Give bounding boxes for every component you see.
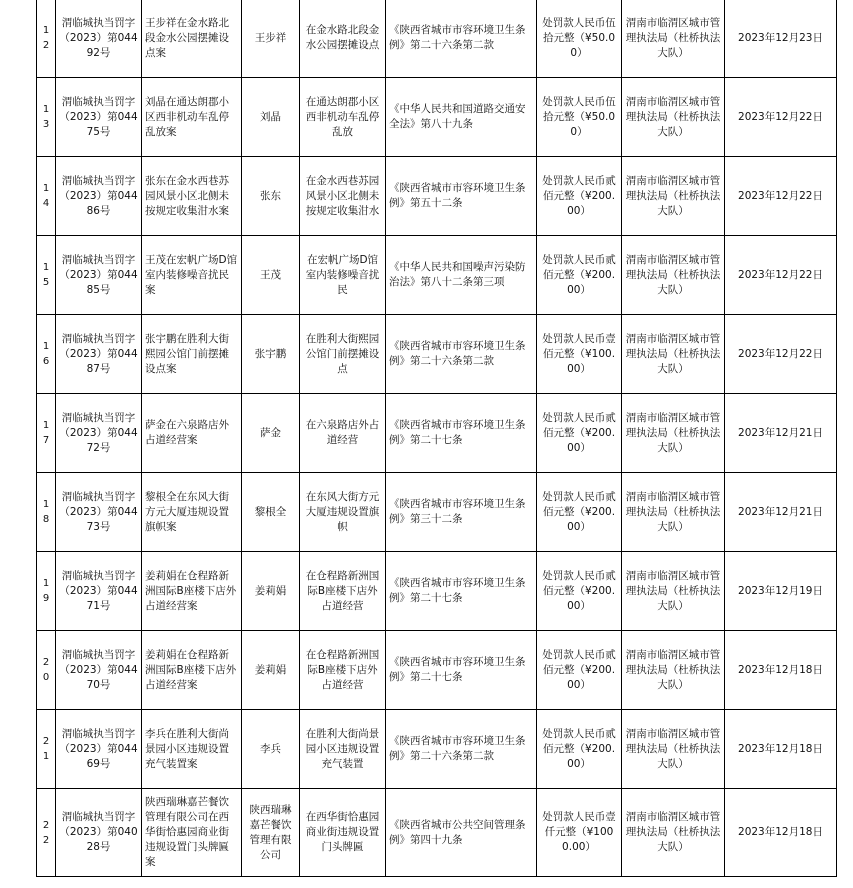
cell-violation-fact: 在东风大街方元大厦违规设置旗帜 [300,473,386,552]
cell-row-number: 20 [37,631,56,710]
cell-violation-fact: 在六泉路店外占道经营 [300,394,386,473]
table-row [37,0,837,78]
cell-row-number: 13 [37,78,56,157]
cell-document-number: 渭临城执当罚字（2023）第04469号 [56,710,142,789]
cell-party-name: 王茂 [242,236,300,315]
cell-case-name: 王步祥在金水路北段金水公园摆摊设点案 [142,0,242,78]
cell-penalty: 处罚款人民币贰佰元整（¥200.00） [537,473,622,552]
cell-legal-basis: 《陕西省城市市容环境卫生条例》第二十七条 [386,631,537,710]
cell-legal-basis: 《陕西省城市市容环境卫生条例》第二十六条第二款 [386,0,537,78]
cell-decision-date: 2023年12月22日 [725,315,837,394]
cell-agency: 渭南市临渭区城市管理执法局（杜桥执法大队） [622,157,725,236]
cell-party-name: 李兵 [242,710,300,789]
cell-penalty: 处罚款人民币贰佰元整（¥200.00） [537,552,622,631]
cell-row-number: 15 [37,236,56,315]
cell-agency: 渭南市临渭区城市管理执法局（杜桥执法大队） [622,473,725,552]
cell-decision-date: 2023年12月22日 [725,78,837,157]
cell-party-name: 王步祥 [242,0,300,78]
cell-document-number: 渭临城执当罚字（2023）第04470号 [56,631,142,710]
cell-party-name: 姜莉娟 [242,552,300,631]
table-row [37,631,837,710]
cell-legal-basis: 《中华人民共和国噪声污染防治法》第八十二条第三项 [386,236,537,315]
cell-party-name: 萨金 [242,394,300,473]
cell-case-name: 李兵在胜利大街尚景园小区违规设置充气装置案 [142,710,242,789]
cell-case-name: 陕西瑞琳嘉芒餐饮管理有限公司在西华街恰惠园商业街违规设置门头牌匾案 [142,789,242,877]
cell-document-number: 渭临城执当罚字（2023）第04486号 [56,157,142,236]
table-row [37,315,837,394]
cell-legal-basis: 《中华人民共和国道路交通安全法》第八十九条 [386,78,537,157]
cell-agency: 渭南市临渭区城市管理执法局（杜桥执法大队） [622,552,725,631]
cell-party-name: 张宇鹏 [242,315,300,394]
cell-case-name: 刘晶在通达朗郡小区西非机动车乱停乱放案 [142,78,242,157]
cell-decision-date: 2023年12月22日 [725,157,837,236]
table-row [37,236,837,315]
cell-violation-fact: 在胜利大街熙园公馆门前摆摊设点 [300,315,386,394]
cell-violation-fact: 在通达朗郡小区西非机动车乱停乱放 [300,78,386,157]
cell-row-number: 14 [37,157,56,236]
cell-penalty: 处罚款人民币伍拾元整（¥50.00） [537,78,622,157]
cell-penalty: 处罚款人民币伍拾元整（¥50.00） [537,0,622,78]
cell-document-number: 渭临城执当罚字（2023）第04472号 [56,394,142,473]
cell-agency: 渭南市临渭区城市管理执法局（杜桥执法大队） [622,315,725,394]
cell-decision-date: 2023年12月18日 [725,789,837,877]
cell-violation-fact: 在仓程路新洲国际B座楼下店外占道经营 [300,552,386,631]
cell-agency: 渭南市临渭区城市管理执法局（杜桥执法大队） [622,236,725,315]
cell-violation-fact: 在西华街恰惠园商业街违规设置门头牌匾 [300,789,386,877]
cell-penalty: 处罚款人民币贰佰元整（¥200.00） [537,236,622,315]
table-row [37,552,837,631]
cell-violation-fact: 在仓程路新洲国际B座楼下店外占道经营 [300,631,386,710]
cell-row-number: 19 [37,552,56,631]
cell-case-name: 张东在金水西巷苏园风景小区北侧未按规定收集泔水案 [142,157,242,236]
cell-violation-fact: 在金水西巷苏园风景小区北侧未按规定收集泔水 [300,157,386,236]
cell-row-number: 22 [37,789,56,877]
cell-legal-basis: 《陕西省城市市容环境卫生条例》第二十六条第二款 [386,315,537,394]
cell-agency: 渭南市临渭区城市管理执法局（杜桥执法大队） [622,394,725,473]
table-row [37,157,837,236]
cell-case-name: 黎根全在东风大街方元大厦违规设置旗帜案 [142,473,242,552]
cell-agency: 渭南市临渭区城市管理执法局（杜桥执法大队） [622,631,725,710]
cell-decision-date: 2023年12月22日 [725,236,837,315]
cell-agency: 渭南市临渭区城市管理执法局（杜桥执法大队） [622,0,725,78]
cell-penalty: 处罚款人民币贰佰元整（¥200.00） [537,394,622,473]
cell-agency: 渭南市临渭区城市管理执法局（杜桥执法大队） [622,710,725,789]
cell-decision-date: 2023年12月23日 [725,0,837,78]
cell-violation-fact: 在金水路北段金水公园摆摊设点 [300,0,386,78]
cell-case-name: 姜莉娟在仓程路新洲国际B座楼下店外占道经营案 [142,631,242,710]
cell-case-name: 姜莉娟在仓程路新洲国际B座楼下店外占道经营案 [142,552,242,631]
cell-party-name: 张东 [242,157,300,236]
penalty-table [36,0,837,877]
cell-legal-basis: 《陕西省城市市容环境卫生条例》第二十六条第二款 [386,710,537,789]
cell-decision-date: 2023年12月18日 [725,631,837,710]
cell-row-number: 12 [37,0,56,78]
cell-document-number: 渭临城执当罚字（2023）第04475号 [56,78,142,157]
cell-case-name: 萨金在六泉路店外占道经营案 [142,394,242,473]
cell-party-name: 陕西瑞琳嘉芒餐饮管理有限公司 [242,789,300,877]
cell-document-number: 渭临城执当罚字（2023）第04485号 [56,236,142,315]
cell-penalty: 处罚款人民币壹佰元整（¥100.00） [537,315,622,394]
cell-penalty: 处罚款人民币贰佰元整（¥200.00） [537,710,622,789]
cell-decision-date: 2023年12月21日 [725,473,837,552]
cell-row-number: 21 [37,710,56,789]
cell-legal-basis: 《陕西省城市市容环境卫生条例》第二十七条 [386,552,537,631]
table-body [37,0,837,877]
cell-penalty: 处罚款人民币贰佰元整（¥200.00） [537,631,622,710]
cell-decision-date: 2023年12月18日 [725,710,837,789]
cell-penalty: 处罚款人民币贰佰元整（¥200.00） [537,157,622,236]
cell-document-number: 渭临城执当罚字（2023）第04473号 [56,473,142,552]
cell-legal-basis: 《陕西省城市市容环境卫生条例》第三十二条 [386,473,537,552]
cell-legal-basis: 《陕西省城市市容环境卫生条例》第五十二条 [386,157,537,236]
table-row [37,710,837,789]
cell-row-number: 17 [37,394,56,473]
cell-case-name: 王茂在宏帆广场D馆室内装修噪音扰民案 [142,236,242,315]
cell-violation-fact: 在宏帆广场D馆室内装修噪音扰民 [300,236,386,315]
table-row [37,789,837,877]
cell-party-name: 黎根全 [242,473,300,552]
cell-document-number: 渭临城执当罚字（2023）第04471号 [56,552,142,631]
cell-party-name: 刘晶 [242,78,300,157]
cell-agency: 渭南市临渭区城市管理执法局（杜桥执法大队） [622,789,725,877]
cell-row-number: 16 [37,315,56,394]
cell-row-number: 18 [37,473,56,552]
table-row [37,78,837,157]
cell-agency: 渭南市临渭区城市管理执法局（杜桥执法大队） [622,78,725,157]
cell-legal-basis: 《陕西省城市市容环境卫生条例》第二十七条 [386,394,537,473]
cell-decision-date: 2023年12月19日 [725,552,837,631]
cell-document-number: 渭临城执当罚字（2023）第04028号 [56,789,142,877]
cell-penalty: 处罚款人民币壹仟元整（¥1000.00） [537,789,622,877]
cell-document-number: 渭临城执当罚字（2023）第04487号 [56,315,142,394]
cell-party-name: 姜莉娟 [242,631,300,710]
cell-decision-date: 2023年12月21日 [725,394,837,473]
cell-case-name: 张宇鹏在胜利大街熙园公馆门前摆摊设点案 [142,315,242,394]
cell-violation-fact: 在胜利大街尚景园小区违规设置充气装置 [300,710,386,789]
table-row [37,394,837,473]
cell-legal-basis: 《陕西省城市公共空间管理条例》第四十九条 [386,789,537,877]
table-row [37,473,837,552]
cell-document-number: 渭临城执当罚字（2023）第04492号 [56,0,142,78]
